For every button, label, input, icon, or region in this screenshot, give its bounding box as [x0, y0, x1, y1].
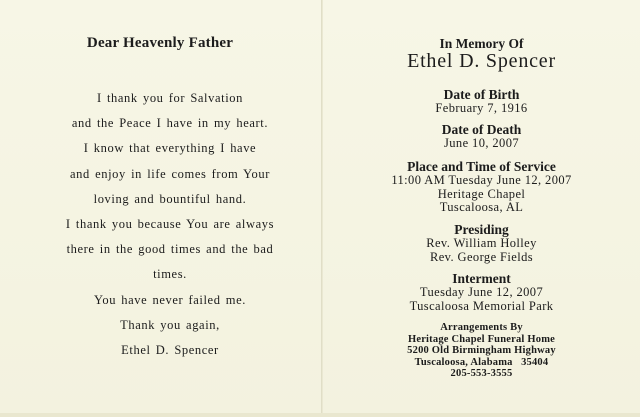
presiding-name: Rev. William Holley	[426, 236, 537, 250]
service-time: 11:00 AM Tuesday June 12, 2007	[391, 173, 572, 187]
prayer-line: I know that everything I have	[83, 141, 257, 156]
death-date: June 10, 2007	[444, 136, 519, 150]
prayer-line: I thank you for Salvation	[97, 91, 243, 105]
service-section	[323, 159, 640, 215]
interment-date: Tuesday June 12, 2007	[419, 285, 544, 299]
prayer-line: loving and bountiful hand.	[93, 191, 247, 206]
death-section	[323, 122, 640, 151]
birth-date: February 7, 1916	[435, 101, 528, 115]
prayer-title: Dear Heavenly Father	[86, 35, 234, 51]
presiding-section	[323, 222, 640, 264]
prayer-line: Thank you again,	[120, 317, 220, 332]
memory-heading: In Memory Of	[439, 36, 524, 51]
prayer-line: and the Peace I have in my heart.	[71, 116, 269, 131]
funeral-home-phone: 205-553-3555	[450, 368, 513, 379]
arrangements-block	[323, 322, 640, 380]
prayer-line: and enjoy in life comes from Your	[70, 166, 270, 181]
funeral-home-city: Tuscaloosa, Alabama 35404	[414, 356, 549, 368]
deceased-name: Ethel D. Spencer	[407, 50, 556, 72]
funeral-home-name: Heritage Chapel Funeral Home	[407, 333, 556, 345]
interment-place: Tuscaloosa Memorial Park	[409, 298, 554, 313]
memorial-panel	[323, 0, 640, 417]
funeral-home-street: 5200 Old Birmingham Highway	[407, 345, 556, 356]
prayer-line: there in the good times and the bad	[66, 242, 274, 257]
prayer-line: times.	[153, 267, 187, 282]
card-edge	[0, 413, 640, 417]
interment-section	[323, 271, 640, 313]
presiding-name: Rev. George Fields	[429, 249, 534, 264]
service-city: Tuscaloosa, AL	[439, 200, 524, 214]
service-place: Heritage Chapel	[437, 186, 526, 201]
birth-section	[323, 87, 640, 116]
prayer-signature: Ethel D. Spencer	[121, 342, 219, 357]
arrangements-label: Arrangements By	[440, 322, 523, 333]
birth-label: Date of Birth	[443, 87, 520, 102]
presiding-label: Presiding	[454, 222, 509, 237]
prayer-line: You have never failed me.	[94, 292, 246, 307]
prayer-line: I thank you because You are always	[65, 216, 275, 231]
service-label: Place and Time of Service	[407, 159, 556, 174]
death-label: Date of Death	[441, 122, 522, 137]
prayer-text	[0, 86, 340, 363]
interment-label: Interment	[452, 271, 511, 286]
